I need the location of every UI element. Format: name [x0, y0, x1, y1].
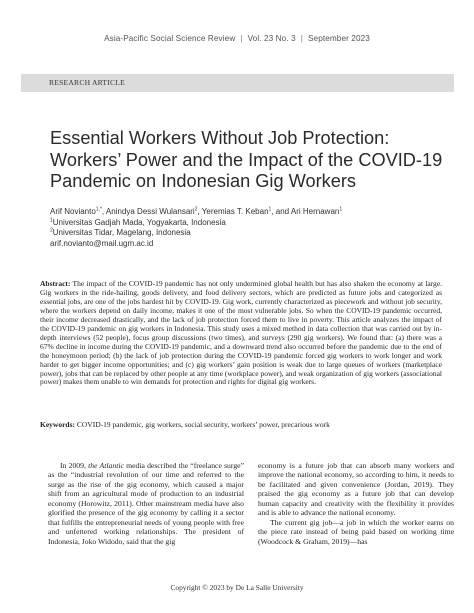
affiliation-2 — [50, 228, 460, 239]
body-paragraph: The current gig job—a job in which the worker earns on the piece rate instead of being paid based on working time (Woodcock & Graham, 2019)—has — [258, 517, 454, 546]
body-column-right — [258, 461, 454, 546]
keywords-text: COVID-19 pandemic, gig workers, social security, workers’ power, precarious work — [76, 420, 330, 429]
article-type-band — [21, 74, 454, 92]
corresponding-email[interactable]: arif.novianto@mail.ugm.ac.id — [50, 238, 154, 248]
body-paragraph: economy is a future job that can absorb many workers and improve the national economy, so according to him, it needs to be facilitated and given convenience (Jordan, 2019). They praised the gig economy as a future job that can develop human capacity and creativity with the flexibility it provides and is able to advance the national economy. — [258, 461, 454, 518]
affiliation-mark: 2 — [50, 227, 53, 234]
body-text: In 2009, — [60, 461, 89, 470]
journal-name: Asia-Pacific Social Science Review — [104, 34, 236, 43]
author-list — [50, 207, 460, 218]
author-affiliation-mark: 1 — [339, 206, 343, 213]
author-name: , Yeremias T. Keban — [197, 207, 269, 216]
abstract — [40, 280, 442, 387]
body-paragraph — [48, 461, 244, 546]
affiliation-mark: 1 — [50, 216, 53, 223]
keywords-label: Keywords: — [40, 420, 75, 429]
author-name: , and Ari Hernawan — [271, 207, 340, 216]
header-separator: | — [240, 34, 243, 43]
abstract-label: Abstract: — [40, 279, 71, 288]
keywords — [40, 420, 442, 429]
body-column-left — [48, 461, 244, 546]
affiliation-text: Universitas Tidar, Magelang, Indonesia — [52, 228, 191, 238]
journal-volume: Vol. 23 No. 3 — [247, 34, 296, 43]
article-type-label: RESEARCH ARTICLE — [49, 78, 125, 87]
journal-header — [0, 34, 474, 43]
author-block — [50, 207, 460, 249]
publication-name: the Atlantic — [88, 461, 124, 470]
abstract-text: The impact of the COVID-19 pandemic has not only undermined global health but has also shaken the economy at large. Gig workers in the ride-hailing, goods delivery, and food delivery sectors, which are predicted as future jobs and categorized as essential jobs, are one of the jobs hardest hit by COVID-19. Gig work, currently characterized as piecework and without job security, where the workers depend on daily income, makes it one of the most vulnerable jobs. So when the COVID-19 pandemic occurred, their income decreased drastically, and the lack of job protection forced them to live in poverty. This article analyzes the impact of the COVID-19 pandemic on gig workers in Indonesia. This study uses a mixed method in data collection that was carried out by in-depth interviews (52 people), focus group discussions (two times), and surveys (290 gig workers). We found that: (a) there was a 67% decline in income during the COVID-19 pandemic, and a downward trend also occurred before the pandemic due to the end of the honeymoon period; (b) the lack of job protection during the COVID-19 pandemic forced gig workers to work longer and work harder to get bigger income opportunities; and (c) gig workers’ gain position is weak due to large queues of workers (marketplace power), jobs that can be replaced by other people at any time (workplace power), and weak organization of gig workers (associational power) makes them unable to win demands for protection and rights for digital gig workers. — [40, 279, 442, 387]
author-affiliation-mark: 2 — [194, 206, 198, 213]
header-separator: | — [300, 34, 303, 43]
author-affiliation-mark: 1 — [268, 206, 272, 213]
affiliation-1 — [50, 218, 460, 229]
journal-date: September 2023 — [307, 34, 370, 43]
author-name: Arif Novianto — [50, 207, 96, 216]
body-text: media described the “freelance surge” as the “industrial revolution of our time and referred to the surge as the rise of the gig economy, which caused a major shift from an agricultural mode of production to an industrial economy (Horowitz, 2011). Other mainstream media have also glorified the presence of the gig economy by calling it a sector that fulfills the entrepreneurial needs of young people with free and unfettered working relationships. The president of Indonesia, Joko Widodo, said that the gig — [48, 461, 244, 546]
copyright-footer: Copyright © 2023 by De La Salle University — [170, 583, 304, 592]
author-name: , Anindya Dessi Wulansari — [101, 207, 195, 216]
affiliation-text: Universitas Gadjah Mada, Yogyakarta, Indonesia — [52, 217, 226, 227]
article-title: Essential Workers Without Job Protection: Workers’ Power and the Impact of the COVID-19 Pandemic on Indonesian Gig Workers — [50, 128, 443, 192]
author-affiliation-mark: 1,* — [95, 206, 102, 213]
